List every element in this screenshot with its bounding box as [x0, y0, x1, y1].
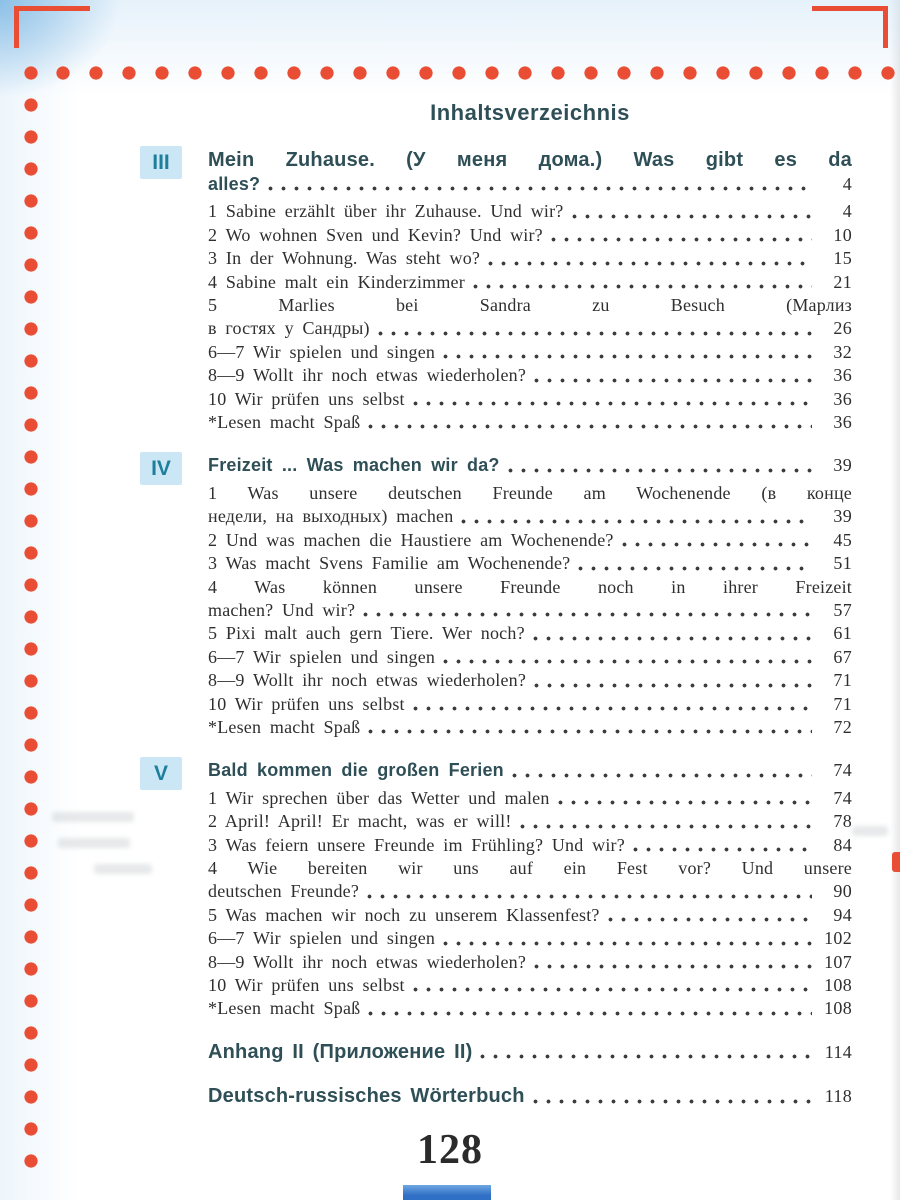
toc-entry-page: 32 — [833, 341, 852, 362]
section-numeral-box: V — [140, 757, 182, 790]
toc-entry-page: 21 — [833, 271, 852, 292]
toc-entry-line — [208, 951, 852, 974]
toc-entry-page: 107 — [824, 951, 852, 972]
dot-leader — [368, 424, 812, 429]
bleed-through-mark — [58, 838, 130, 848]
toc-entry-page: 67 — [833, 646, 852, 667]
toc-entry-line: 4 Wie bereiten wir uns auf ein Fest vor? Und unsere — [208, 857, 852, 878]
toc-entry-page: 108 — [824, 998, 852, 1019]
toc-section — [153, 759, 852, 1020]
toc-entry-line — [208, 271, 852, 294]
red-mark-right-edge — [892, 852, 900, 872]
section-numeral-box: IV — [140, 452, 182, 485]
toc-entry-line — [208, 411, 852, 434]
dot-leader — [622, 542, 812, 547]
dot-leader — [413, 401, 812, 406]
toc-entry-page: 39 — [833, 506, 852, 527]
toc-entry-page: 108 — [824, 975, 852, 995]
toc-entry — [208, 482, 852, 529]
dot-leader — [368, 1011, 812, 1016]
toc-entry — [208, 716, 852, 739]
dot-leader — [512, 773, 812, 778]
toc-entry — [208, 974, 852, 997]
bleed-through-mark — [52, 812, 134, 822]
toc-entry — [208, 247, 852, 270]
toc-entry-page: 84 — [833, 834, 852, 855]
toc-entry-page: 15 — [833, 248, 852, 269]
dot-leader — [533, 1099, 812, 1104]
toc-entry — [208, 810, 852, 833]
toc-entry-page: 74 — [833, 787, 852, 808]
red-dot-border-top — [56, 66, 898, 80]
toc-entry-text: 3 In der Wohnung. Was steht wo? — [208, 248, 481, 269]
dot-leader — [572, 214, 813, 219]
toc-entry-page: 36 — [833, 365, 852, 386]
toc-entry-line — [208, 247, 852, 270]
toc-entry-page: 26 — [833, 318, 852, 339]
dot-leader — [368, 729, 812, 734]
toc-entry-line — [208, 787, 852, 810]
dot-leader — [551, 237, 812, 242]
toc-content — [151, 100, 852, 1109]
toc-entry-text: deutschen Freunde? — [208, 881, 360, 902]
toc-entry-page: 78 — [833, 811, 852, 832]
toc-entry — [208, 669, 852, 692]
bleed-through-mark — [852, 826, 888, 836]
toc-entry-line — [208, 341, 852, 364]
toc-entry-page: 71 — [833, 693, 852, 714]
toc-entry — [208, 622, 852, 645]
toc-entry-text: 3 Was feiern unsere Freunde im Frühling? Und wir? — [208, 834, 625, 855]
toc-extra-entry — [208, 1041, 852, 1064]
toc-entry — [208, 294, 852, 341]
toc-entry-page: 10 — [833, 224, 852, 245]
dot-leader — [413, 706, 812, 711]
toc-entry-page: 45 — [833, 529, 852, 550]
toc-section — [152, 148, 852, 434]
toc-entry-page: 4 — [842, 201, 852, 222]
toc-entry — [208, 271, 852, 294]
toc-entry — [208, 927, 852, 950]
toc-entry-text: недели, на выходных) machen — [208, 506, 454, 527]
toc-entry-page: 57 — [833, 599, 852, 620]
toc-entry-line: 4 Was können unsere Freunde noch in ihrer Freizeit — [208, 576, 852, 597]
section-heading-page: 4 — [842, 174, 852, 194]
section-heading-text: Bald kommen die großen Ferien — [208, 760, 504, 781]
toc-extras — [208, 1041, 852, 1109]
dot-leader — [443, 354, 812, 359]
toc-entry-text: 2 Und was machen die Haustiere am Wochenende? — [208, 529, 614, 550]
toc-entry-page: 90 — [833, 881, 852, 902]
toc-entry-text: 6—7 Wir spielen und singen — [208, 341, 436, 362]
section-heading-page: 39 — [833, 455, 852, 476]
toc-entry-text: в гостях у Сандры) — [208, 318, 370, 339]
toc-entry — [208, 693, 852, 716]
dot-leader — [413, 987, 812, 992]
toc-entry-text: 1 Wir sprechen über das Wetter und malen — [208, 787, 550, 808]
section-heading — [208, 759, 852, 782]
section-heading-text: Freizeit ... Was machen wir da? — [208, 455, 500, 476]
dot-leader — [363, 612, 812, 617]
section-entries — [208, 787, 852, 1021]
toc-entry — [208, 576, 852, 623]
toc-entry-page: 61 — [833, 623, 852, 644]
toc-entry-line — [208, 505, 852, 528]
dot-leader — [558, 800, 812, 805]
toc-entry-text: *Lesen macht Spaß — [208, 998, 361, 1019]
dot-leader — [608, 917, 812, 922]
toc-entry-line — [208, 834, 852, 857]
toc-entry — [208, 834, 852, 857]
toc-entry — [208, 997, 852, 1020]
toc-entry-line: 5 Marlies bei Sandra zu Besuch (Марлиз — [208, 295, 852, 316]
bleed-through-mark — [94, 864, 152, 874]
dot-leader — [461, 519, 812, 524]
toc-entry — [208, 951, 852, 974]
red-dot-border-left — [24, 66, 38, 1178]
toc-entry-line: 1 Was unsere deutschen Freunde am Wochenende (в конце — [208, 482, 852, 503]
toc-entry-line — [208, 997, 852, 1020]
section-heading-line — [208, 454, 852, 477]
toc-entry — [208, 529, 852, 552]
toc-entry-line — [208, 529, 852, 552]
toc-entry-text: 2 Wo wohnen Sven und Kevin? Und wir? — [208, 224, 543, 245]
toc-entry — [208, 411, 852, 434]
dot-leader — [443, 659, 812, 664]
page-title: Inhaltsverzeichnis — [430, 100, 630, 125]
toc-entry-page: 94 — [833, 904, 852, 925]
toc-entry-page: 72 — [833, 716, 852, 737]
toc-entry-text: 8—9 Wollt ihr noch etwas wiederholen? — [208, 670, 527, 691]
toc-entry-text: machen? Und wir? — [208, 599, 356, 620]
toc-entry-text: 6—7 Wir spielen und singen — [208, 646, 436, 667]
toc-sections — [151, 148, 852, 1021]
toc-entry-line — [208, 810, 852, 833]
toc-entry-text: *Lesen macht Spaß — [208, 412, 361, 433]
toc-section — [151, 454, 852, 739]
dot-leader — [534, 378, 812, 383]
blue-edge-tab — [403, 1185, 491, 1200]
toc-entry-text: *Lesen macht Spaß — [208, 716, 361, 737]
toc-entry — [208, 787, 852, 810]
toc-entry-page: 36 — [833, 388, 852, 409]
toc-entry — [208, 200, 852, 223]
toc-entry-text: 3 Was macht Svens Familie am Wochenende? — [208, 553, 571, 574]
dot-leader — [534, 964, 812, 969]
dot-leader — [378, 331, 812, 336]
toc-entry-page: 36 — [833, 412, 852, 433]
corner-bracket-top-left — [14, 6, 90, 11]
dot-leader — [367, 894, 812, 899]
corner-bracket-top-right — [883, 6, 888, 48]
toc-entry-text: 10 Wir prüfen uns selbst — [208, 388, 405, 409]
toc-entry — [208, 857, 852, 904]
toc-entry-line — [208, 552, 852, 575]
corner-bracket-top-right — [812, 6, 888, 11]
section-heading — [208, 148, 852, 196]
dot-leader — [508, 468, 812, 473]
toc-entry-page: 71 — [833, 670, 852, 691]
toc-entry-line — [208, 317, 852, 340]
dot-leader — [480, 1054, 812, 1059]
section-entries — [208, 200, 852, 434]
toc-entry-text: 2 April! April! Er macht, was er will! — [208, 811, 512, 832]
toc-entry-line — [208, 224, 852, 247]
toc-entry-text: 8—9 Wollt ihr noch etwas wiederholen? — [208, 951, 527, 972]
toc-entry-line — [208, 388, 852, 411]
toc-entry-text: 5 Was machen wir noch zu unserem Klassenfest? — [208, 904, 600, 925]
toc-entry-text: 10 Wir prüfen uns selbst — [208, 975, 405, 995]
toc-entry-line — [208, 622, 852, 645]
toc-entry-text: 4 Sabine malt ein Kinderzimmer — [208, 271, 465, 292]
dot-leader — [443, 941, 812, 946]
toc-entry-text: 5 Pixi malt auch gern Tiere. Wer noch? — [208, 623, 525, 644]
toc-entry-text: 6—7 Wir spielen und singen — [208, 928, 436, 949]
toc-entry — [208, 646, 852, 669]
toc-entry — [208, 364, 852, 387]
toc-extra-page: 118 — [824, 1086, 852, 1107]
toc-entry-line — [208, 364, 852, 387]
dot-leader — [578, 566, 812, 571]
toc-extra-entry — [208, 1085, 852, 1108]
toc-entry — [208, 904, 852, 927]
section-heading-text: alles? — [208, 174, 261, 194]
toc-entry — [208, 224, 852, 247]
toc-entry-page: 51 — [833, 553, 852, 574]
toc-entry-text: 8—9 Wollt ihr noch etwas wiederholen? — [208, 365, 527, 386]
toc-entry-line — [208, 200, 852, 223]
dot-leader — [633, 847, 812, 852]
section-entries — [208, 482, 852, 739]
toc-entry-line — [208, 904, 852, 927]
toc-extra-text: Anhang II (Приложение II) — [208, 1040, 473, 1063]
dot-leader — [533, 636, 812, 641]
toc-extra-page: 114 — [824, 1041, 852, 1062]
toc-entry-page: 102 — [824, 928, 852, 949]
section-heading-line: Mein Zuhause. (У меня дома.) Was gibt es da — [208, 149, 852, 171]
section-heading-page: 74 — [833, 760, 852, 781]
dot-leader — [268, 186, 812, 191]
toc-entry — [208, 341, 852, 364]
dot-leader — [473, 284, 812, 289]
toc-entry-line — [208, 646, 852, 669]
toc-entry-line — [208, 974, 852, 997]
toc-entry-text: 1 Sabine erzählt über ihr Zuhause. Und wir? — [208, 201, 564, 222]
section-heading-line — [208, 759, 852, 782]
toc-entry-line — [208, 693, 852, 716]
corner-bracket-top-left — [14, 6, 19, 48]
page-number: 128 — [417, 1127, 483, 1173]
toc-entry-text: 10 Wir prüfen uns selbst — [208, 693, 405, 714]
dot-leader — [520, 824, 812, 829]
toc-entry-line — [208, 599, 852, 622]
section-heading-line — [208, 173, 852, 196]
section-heading — [208, 454, 852, 477]
toc-entry-line — [208, 927, 852, 950]
section-numeral-box: III — [140, 146, 182, 179]
toc-entry — [208, 388, 852, 411]
toc-extra-text: Deutsch-russisches Wörterbuch — [208, 1085, 525, 1108]
toc-entry — [208, 552, 852, 575]
toc-entry-line — [208, 669, 852, 692]
toc-entry-line — [208, 880, 852, 903]
dot-leader — [534, 683, 812, 688]
dot-leader — [488, 261, 812, 266]
toc-entry-line — [208, 716, 852, 739]
